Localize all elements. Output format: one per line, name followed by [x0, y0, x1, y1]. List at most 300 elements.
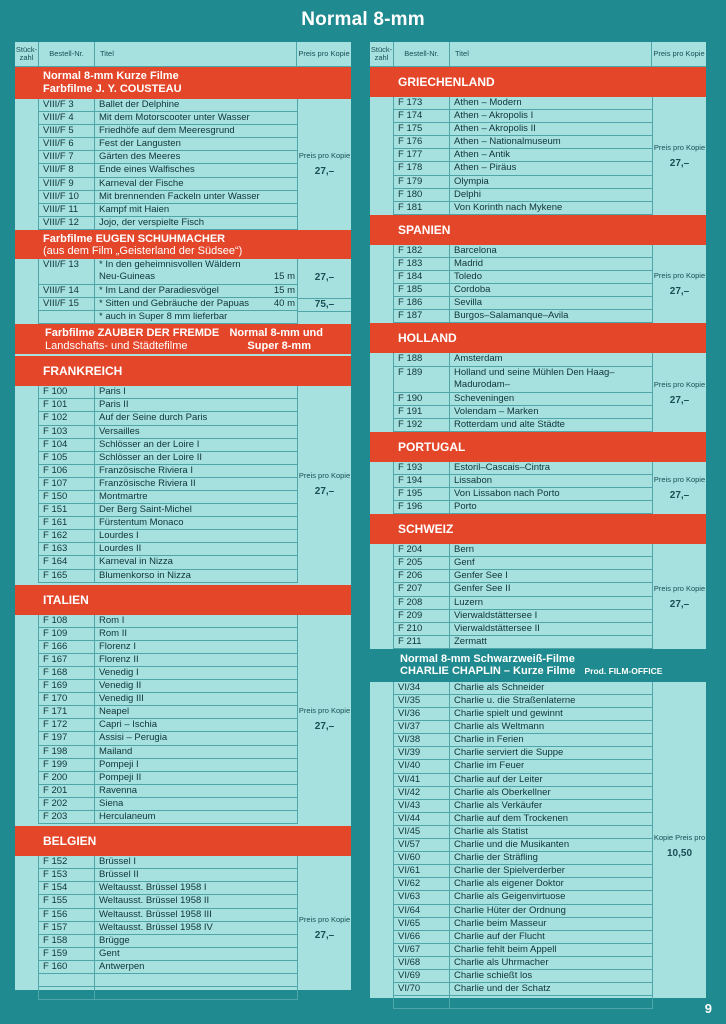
- price-chaplin: [652, 682, 706, 1009]
- film-title: Pompeji II: [99, 771, 142, 783]
- order-number: F 159: [39, 948, 95, 960]
- film-title: Weltausst. Brüssel 1958 IV: [99, 921, 213, 933]
- film-title: Jojo, der verspielte Fisch: [99, 216, 205, 228]
- order-number: F 208: [394, 597, 450, 609]
- film-title: Charlie und der Schatz: [454, 983, 551, 995]
- order-number: F 104: [39, 439, 95, 451]
- order-number: VI/43: [394, 800, 450, 812]
- table-row: [394, 970, 652, 983]
- header-qty: Stück-zahl: [15, 42, 39, 66]
- order-number: VI/44: [394, 813, 450, 825]
- order-number: F 150: [39, 491, 95, 503]
- order-number: VI/45: [394, 826, 450, 838]
- order-number: VI/38: [394, 734, 450, 746]
- order-number: VI/61: [394, 865, 450, 877]
- table-row: [394, 852, 652, 865]
- order-number: F 203: [39, 811, 95, 823]
- order-number: VI/62: [394, 878, 450, 890]
- table-row: [394, 636, 652, 649]
- table-row: [39, 746, 297, 759]
- film-title: Delphi: [454, 188, 481, 200]
- film-title: Sevilla: [454, 297, 482, 309]
- table-row: [39, 570, 297, 583]
- price-schuhmacher: [297, 259, 351, 324]
- order-number: F 211: [394, 636, 450, 648]
- block-schweiz: [370, 544, 706, 649]
- table-row: [394, 136, 652, 149]
- table-row: [39, 478, 297, 491]
- order-number: F 152: [39, 856, 95, 868]
- table-row: [39, 909, 297, 922]
- film-title: Schlösser an der Loire II: [99, 451, 202, 463]
- order-number: F 167: [39, 654, 95, 666]
- right-column: [370, 42, 706, 998]
- table-row: [39, 948, 297, 961]
- table-row: [39, 667, 297, 680]
- table-row: [394, 583, 652, 596]
- section-portugal: [370, 432, 706, 462]
- order-number: VIII/F 5: [39, 125, 95, 137]
- order-number: F 163: [39, 543, 95, 555]
- film-title: Mit brennenden Fackeln unter Wasser: [99, 190, 260, 202]
- chaplin-line1: Normal 8-mm Schwarzweiß-Filme: [400, 652, 575, 665]
- film-title: Genfer See II: [454, 583, 511, 595]
- order-number: F 155: [39, 895, 95, 907]
- film-title: Venedig III: [99, 693, 144, 705]
- table-row: [394, 839, 652, 852]
- order-number: [39, 311, 95, 323]
- price-value-a: 27,–: [298, 259, 351, 299]
- table-row: [39, 628, 297, 641]
- order-number: VI/41: [394, 774, 450, 786]
- film-length: [257, 311, 297, 323]
- table-row: [394, 488, 652, 501]
- holland-title: HOLLAND: [398, 331, 457, 346]
- block-belgien: [15, 856, 351, 1000]
- order-number: F 197: [39, 732, 95, 744]
- order-number: F 177: [394, 149, 450, 161]
- table-row: [394, 623, 652, 636]
- table-row: [39, 961, 297, 974]
- list-chaplin: [394, 682, 652, 1009]
- film-title: Charlie der Sträfling: [454, 852, 538, 864]
- zauber-line1a: Farbfilme ZAUBER DER FREMDE: [45, 327, 220, 340]
- chaplin-line2: CHARLIE CHAPLIN – Kurze Filme: [400, 665, 576, 678]
- order-number: VI/67: [394, 944, 450, 956]
- film-title: Volendam – Marken: [454, 405, 539, 417]
- film-title: Charlie als Statist: [454, 825, 528, 837]
- film-title: Scheveningen: [454, 392, 515, 404]
- film-title: Charlie beim Masseur: [454, 917, 547, 929]
- price-portugal: [652, 462, 706, 514]
- order-number: F 162: [39, 530, 95, 542]
- table-row: [39, 882, 297, 895]
- film-title: Brügge: [99, 934, 130, 946]
- table-row: [394, 544, 652, 557]
- film-title: Venedig II: [99, 680, 142, 692]
- order-number: F 186: [394, 297, 450, 309]
- order-number: VIII/F 4: [39, 112, 95, 124]
- film-title: Charlie spielt und gewinnt: [454, 708, 563, 720]
- section-holland: [370, 323, 706, 353]
- order-number: F 158: [39, 935, 95, 947]
- empty-row: [39, 987, 297, 1000]
- order-number: F 181: [394, 202, 450, 214]
- price-value: 27,–: [669, 598, 690, 610]
- price-schweiz: [652, 544, 706, 649]
- table-row: [39, 772, 297, 785]
- order-number: F 210: [394, 623, 450, 635]
- film-title: Vierwaldstättersee II: [454, 622, 540, 634]
- table-row: [39, 465, 297, 478]
- block-spanien: [370, 245, 706, 324]
- left-column: [15, 42, 351, 990]
- film-title: [95, 285, 297, 297]
- film-title: Charlie als Weltmann: [454, 721, 545, 733]
- table-row: [394, 149, 652, 162]
- price-holland: [652, 353, 706, 431]
- order-number: F 170: [39, 693, 95, 705]
- film-title: Athen – Akropolis I: [454, 110, 534, 122]
- block-chaplin: [370, 682, 706, 1009]
- price-value: 27,–: [669, 286, 690, 298]
- film-title: Brüssel I: [99, 856, 136, 868]
- film-title: Capri – Ischia: [99, 719, 158, 731]
- order-number: F 161: [39, 517, 95, 529]
- schweiz-title: SCHWEIZ: [398, 522, 454, 537]
- price-spanien: [652, 245, 706, 324]
- order-number: F 191: [394, 406, 450, 418]
- film-title: Pompeji I: [99, 758, 139, 770]
- table-row: [394, 597, 652, 610]
- film-title: Charlie als Geigenvirtuose: [454, 891, 566, 903]
- header-order: Bestell-Nr.: [394, 42, 450, 66]
- header-title: Titel: [450, 42, 652, 66]
- film-title: Madrid: [454, 257, 484, 269]
- page-number: 9: [704, 1001, 712, 1016]
- film-title: Estoril–Cascais–Cintra: [454, 461, 551, 473]
- table-row: [394, 570, 652, 583]
- film-title: Gärten des Meeres: [99, 151, 181, 163]
- film-title: Karneval in Nizza: [99, 556, 173, 568]
- film-title: Charlie auf der Flucht: [454, 930, 545, 942]
- order-number: F 156: [39, 909, 95, 921]
- order-number: VI/70: [394, 983, 450, 995]
- film-title: Herculaneum: [99, 811, 156, 823]
- film-title: Schlösser an der Loire I: [99, 438, 200, 450]
- film-length: 40 m: [273, 298, 295, 310]
- order-number: F 209: [394, 610, 450, 622]
- block-italien: [15, 615, 351, 825]
- film-title: Charlie in Ferien: [454, 734, 524, 746]
- table-row: [394, 695, 652, 708]
- table-row: [394, 826, 652, 839]
- price-belgien: [297, 856, 351, 1000]
- order-number: F 183: [394, 258, 450, 270]
- empty-row: [39, 974, 297, 987]
- order-number: F 106: [39, 465, 95, 477]
- order-number: F 101: [39, 399, 95, 411]
- film-length: 15 m: [273, 284, 295, 296]
- list-schweiz: [394, 544, 652, 649]
- table-row: [39, 138, 297, 151]
- film-title: [95, 987, 297, 999]
- price-label: Preis pro Kopie: [653, 583, 706, 593]
- list-spanien: [394, 245, 652, 324]
- film-title-text: * Sitten und Gebräuche der Papuas: [99, 298, 249, 310]
- section-cousteau: [15, 67, 351, 99]
- order-number: VIII/F 10: [39, 191, 95, 203]
- table-row: [39, 164, 297, 177]
- film-title: Charlie fehlt beim Appell: [454, 943, 557, 955]
- table-row: [39, 99, 297, 112]
- film-title: Antwerpen: [99, 960, 145, 972]
- film-title: Toledo: [454, 271, 482, 283]
- film-title: Charlie Hüter der Ordnung: [454, 904, 566, 916]
- order-number: VI/64: [394, 905, 450, 917]
- order-number: F 151: [39, 504, 95, 516]
- film-title: Ravenna: [99, 784, 138, 796]
- film-title-text: * Im Land der Paradiesvögel: [99, 284, 219, 296]
- film-title: Mailand: [99, 745, 133, 757]
- film-title: Siena: [99, 797, 124, 809]
- film-title: [450, 996, 652, 1008]
- order-number: F 179: [394, 176, 450, 188]
- film-title: Ballet der Delphine: [99, 99, 180, 110]
- order-number: VI/57: [394, 839, 450, 851]
- order-number: VI/35: [394, 695, 450, 707]
- order-number: F 200: [39, 772, 95, 784]
- film-title: Olympia: [454, 175, 489, 187]
- film-title: Montmartre: [99, 490, 148, 502]
- film-title: Weltausst. Brüssel 1958 III: [99, 908, 212, 920]
- order-number: F 103: [39, 426, 95, 438]
- order-number: F 201: [39, 785, 95, 797]
- table-row: [394, 393, 652, 406]
- table-row: [39, 259, 297, 285]
- cousteau-line2: Farbfilme J. Y. COUSTEAU: [43, 82, 182, 95]
- order-number: F 207: [394, 583, 450, 595]
- table-row: [39, 641, 297, 654]
- table-row: [394, 110, 652, 123]
- table-row: [39, 204, 297, 217]
- table-row: [394, 734, 652, 747]
- price-griechenland: [652, 97, 706, 215]
- order-number: F 188: [394, 353, 450, 365]
- order-number: F 180: [394, 189, 450, 201]
- film-title: Athen – Antik: [454, 149, 510, 161]
- film-title: Weltausst. Brüssel 1958 I: [99, 882, 207, 894]
- film-title: Karneval der Fische: [99, 177, 184, 189]
- griechenland-title: GRIECHENLAND: [398, 75, 495, 89]
- film-title: Der Berg Saint-Michel: [99, 504, 192, 516]
- table-header: [15, 42, 351, 67]
- film-title: Rotterdam und alte Städte: [454, 418, 565, 430]
- order-number: F 196: [394, 501, 450, 513]
- table-row: [394, 406, 652, 419]
- table-row: [39, 922, 297, 935]
- table-row: [39, 439, 297, 452]
- film-title: Charlie u. die Straßenlaterne: [454, 695, 576, 706]
- order-number: F 153: [39, 869, 95, 881]
- order-number: [39, 987, 95, 999]
- list-italien: [39, 615, 297, 825]
- film-title: Genfer See I: [454, 570, 508, 582]
- film-title: Charlie im Feuer: [454, 760, 525, 772]
- film-title: Französische Riviera II: [99, 477, 196, 489]
- order-number: F 198: [39, 746, 95, 758]
- film-title: Rom II: [99, 627, 127, 639]
- belgien-title: BELGIEN: [43, 834, 97, 849]
- film-title-text: * auch in Super 8 mm lieferbar: [99, 311, 228, 323]
- table-row: [394, 297, 652, 310]
- table-row: [394, 202, 652, 215]
- header-order: Bestell-Nr.: [39, 42, 95, 66]
- section-schuhmacher: [15, 230, 351, 259]
- section-frankreich: [15, 356, 351, 386]
- table-row: [394, 682, 652, 695]
- table-row: [394, 944, 652, 957]
- order-number: F 169: [39, 680, 95, 692]
- order-number: F 204: [394, 544, 450, 556]
- table-row: [394, 891, 652, 904]
- film-title: Brüssel II: [99, 869, 139, 881]
- block-cousteau: [15, 99, 351, 230]
- table-row: [39, 311, 297, 324]
- price-cousteau: [297, 99, 351, 230]
- table-row: [39, 530, 297, 543]
- list-frankreich: [39, 386, 297, 582]
- film-title: Charlie als Oberkellner: [454, 786, 551, 798]
- block-frankreich: [15, 386, 351, 582]
- film-title: Vierwaldstättersee I: [454, 609, 538, 621]
- price-label: Preis pro Kopie: [298, 471, 351, 481]
- table-row: [39, 798, 297, 811]
- table-row: [39, 504, 297, 517]
- order-number: VIII/F 3: [39, 99, 95, 111]
- film-title: Charlie auf der Leiter: [454, 773, 543, 785]
- order-number: F 165: [39, 570, 95, 582]
- order-number: F 193: [394, 462, 450, 474]
- schuhmacher-line2: (aus dem Film „Geisterland der Südsee“): [43, 245, 243, 258]
- table-row: [394, 983, 652, 996]
- order-number: F 192: [394, 419, 450, 431]
- table-row: [394, 501, 652, 514]
- table-row: [394, 271, 652, 284]
- table-row: [394, 97, 652, 110]
- price-label: Kopie Preis pro: [653, 832, 706, 842]
- table-row: [39, 412, 297, 425]
- block-griechenland: [370, 97, 706, 215]
- table-row: [39, 151, 297, 164]
- film-title: Holland und seine Mühlen Den Haag–Madurodam–: [454, 366, 615, 390]
- price-label: Preis pro Kopie: [653, 271, 706, 281]
- film-title: Blumenkorso in Nizza: [99, 569, 191, 581]
- order-number: VIII/F 14: [39, 285, 95, 297]
- order-number: VI/65: [394, 918, 450, 930]
- film-title: Athen – Akropolis II: [454, 123, 536, 135]
- table-row: [394, 245, 652, 258]
- table-row: [394, 931, 652, 944]
- table-row: [39, 125, 297, 138]
- order-number: VIII/F 7: [39, 151, 95, 163]
- table-row: [39, 719, 297, 732]
- empty-row: [394, 996, 652, 1009]
- price-frankreich: [297, 386, 351, 582]
- film-title: Ende eines Walfisches: [99, 164, 195, 176]
- page-title: Normal 8-mm: [301, 9, 425, 30]
- table-row: [39, 706, 297, 719]
- schuhmacher-line1: Farbfilme EUGEN SCHUHMACHER: [43, 232, 226, 245]
- table-row: [39, 895, 297, 908]
- film-title: Athen – Nationalmuseum: [454, 136, 561, 148]
- table-row: [394, 721, 652, 734]
- film-title: Rom I: [99, 614, 125, 626]
- order-number: F 107: [39, 478, 95, 490]
- film-title: Charlie als Schneider: [454, 681, 545, 693]
- order-number: VIII/F 9: [39, 178, 95, 190]
- order-number: VIII/F 12: [39, 217, 95, 229]
- price-label: Preis pro Kopie: [298, 915, 351, 925]
- order-number: F 105: [39, 452, 95, 464]
- film-title: Zermatt: [454, 635, 487, 647]
- order-number: VI/69: [394, 970, 450, 982]
- film-title: Fürstentum Monaco: [99, 517, 184, 529]
- film-title: Genf: [454, 557, 475, 569]
- order-number: F 154: [39, 882, 95, 894]
- order-number: VIII/F 13: [39, 259, 95, 284]
- section-griechenland: [370, 67, 706, 97]
- film-title: [95, 298, 297, 310]
- film-title: Charlie der Spielverderber: [454, 865, 565, 877]
- order-number: VIII/F 6: [39, 138, 95, 150]
- price-italien: [297, 615, 351, 825]
- order-number: VIII/F 8: [39, 164, 95, 176]
- price-label: Preis pro Kopie: [653, 142, 706, 152]
- film-title: [95, 311, 297, 323]
- order-number: F 205: [394, 557, 450, 569]
- block-holland: [370, 353, 706, 431]
- price-label: Preis pro Kopie: [653, 379, 706, 389]
- film-title: Paris I: [99, 386, 126, 398]
- film-title: Assisi – Perugia: [99, 732, 168, 744]
- table-row: [39, 732, 297, 745]
- order-number: F 202: [39, 798, 95, 810]
- film-length: 15 m: [273, 271, 295, 283]
- film-title: Charlie als Uhrmacher: [454, 956, 549, 968]
- table-row: [39, 298, 297, 311]
- table-row: [39, 491, 297, 504]
- film-title: Versailles: [99, 425, 140, 437]
- table-row: [39, 693, 297, 706]
- film-title: Athen – Piräus: [454, 162, 517, 174]
- order-number: VIII/F 11: [39, 204, 95, 216]
- film-title: Florenz II: [99, 653, 139, 665]
- order-number: [394, 996, 450, 1008]
- order-number: VI/34: [394, 682, 450, 694]
- section-chaplin: [370, 649, 706, 682]
- film-title: Fest der Langusten: [99, 138, 181, 150]
- table-header: [370, 42, 706, 67]
- price-value: 27,–: [669, 394, 690, 406]
- table-row: [394, 800, 652, 813]
- film-title: Von Lissabon nach Porto: [454, 487, 560, 499]
- film-title: Charlie als Verkäufer: [454, 799, 543, 811]
- order-number: F 199: [39, 759, 95, 771]
- film-title: Lourdes II: [99, 543, 142, 555]
- table-row: [394, 957, 652, 970]
- spanien-title: SPANIEN: [398, 222, 451, 237]
